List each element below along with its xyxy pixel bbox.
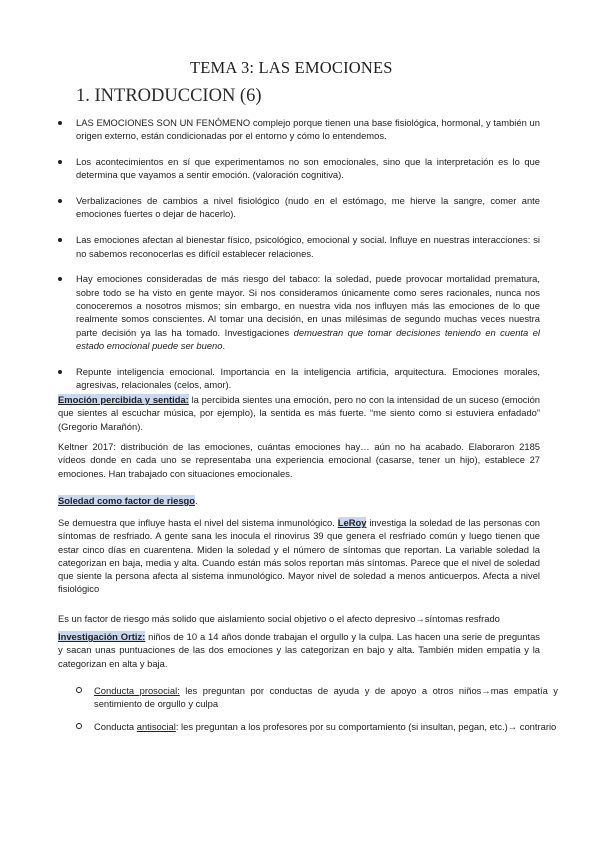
- bullet-icon: [58, 199, 62, 203]
- circle-bullet-icon: [76, 723, 82, 729]
- bullet-item: Verbalizaciones de cambios a nivel fisiológico (nudo en el estómago, me hierve la sangre, comer ante emociones fuertes o dejar de hacerlo).: [58, 194, 540, 221]
- bullet-icon: [58, 238, 62, 242]
- section-heading: 1. INTRODUCCION (6): [76, 86, 262, 106]
- keltner-paragraph: Keltner 2017: distribución de las emociones, cuántas emociones hay… aún no ha acabado. Elaboraron 2185 vídeos donde en cada uno se representaba una experiencia emocional (casarse, tener un hijo), establece 27 emociones. Han trabajado con situaciones emocionales.: [58, 441, 540, 479]
- bullet-item: Repunte inteligencia emocional. Importancia en la inteligencia artificia, arquitectura. Emociones morales, agresivas, relacionales (celos, amor).: [58, 365, 540, 392]
- document-title: TEMA 3: LAS EMOCIONES: [190, 58, 393, 77]
- bullet-item: Hay emociones consideradas de más riesgo del tabaco: la soledad, puede provocar mortalidad prematura, sobre todo se ha visto en gente mayor. Si nos consideramos únicamente como seres racionales, nunca nos conoceremos a nosotros mismos; sin embargo, en nuestra vida nos influyen más las emociones de lo que realmente somos conscientes. Al tomar una decisión, en unas milésimas de segundo muchas veces nuestra parte decisión ya las ha tomado. Investigaciones demuestran que tomar decisiones teniendo en cuenta el estado emocional puede ser bueno.: [58, 272, 540, 352]
- ortiz-paragraph: Investigación Ortiz: niños de 10 a 14 años donde trabajan el orgullo y la culpa. Las hacen una serie de preguntas y sacan unas puntuaciones de las dos emociones y las categorizan en bajo y alta. También miden empatía y la categorizan en alta y baja.: [58, 631, 540, 669]
- bullet-item: Las emociones afectan al bienestar físico, psicológico, emocional y social. Influye en nuestras interacciones: si no sabemos reconocerlas es difícil establecer relaciones.: [58, 233, 540, 260]
- prosocial-item: Conducta prosocial: les preguntan por conductas de ayuda y de apoyo a otros niños→mas empatía y sentimiento de orgullo y culpa: [76, 684, 558, 711]
- circle-bullet-icon: [76, 687, 82, 693]
- highlight-label: Emoción percibida y sentida:: [58, 394, 189, 405]
- emocion-paragraph: Emoción percibida y sentida: la percibida sientes una emoción, pero no con la intensidad de un suceso (emoción que sientes al escuchar música, por ejemplo), la sentida es más fuerte. “me siento como si estuviera enfadado” (Gregorio Marañón).: [58, 394, 541, 432]
- bullet-icon: [58, 370, 62, 374]
- factor-paragraph: Es un factor de riesgo más solido que aislamiento social objetivo o el afecto depresivo→síntomas resfrado: [58, 613, 500, 624]
- bullet-icon: [58, 160, 62, 164]
- highlight-name: LeRoy: [337, 517, 367, 528]
- bullet-icon: [58, 277, 62, 281]
- bullet-item: LAS EMOCIONES SON UN FENÓMENO complejo porque tienen una base fisiológica, hormonal, y también un origen externo, están condicionadas por el entorno y cómo lo entendemos.: [58, 116, 540, 143]
- leroy-paragraph: Se demuestra que influye hasta el nivel del sistema inmunológico. LeRoy investiga la soledad de las personas con síntomas de resfriado. A gente sana les inocula el rinovirus 39 que genera el resfriado común y luego tienen que estar cinco días en cuarentena. Miden la soledad y el número de síntomas que reportan. La variable soledad la categorizan en baja, media y alta. Cuando están más solos reportan más síntomas. Parece que el nivel de soledad que siente la persona afecta al sistema inmunológico. Mayor nivel de soledad a menos anticuerpos. Afecta a nivel fisiológico: [58, 517, 541, 595]
- antisocial-item: Conducta antisocial: les preguntan a los profesores por su comportamiento (si insultan, pegan, etc.)→ contrario: [76, 720, 558, 733]
- bullet-list: [58, 116, 540, 391]
- bullet-item: Los acontecimientos en sí que experimentamos no son emocionales, sino que la interpretación es lo que determina que vayamos a sentir emoción. (valoración cognitiva).: [58, 155, 540, 182]
- soledad-heading: Soledad como factor de riesgo.: [58, 495, 198, 506]
- bullet-icon: [58, 121, 62, 125]
